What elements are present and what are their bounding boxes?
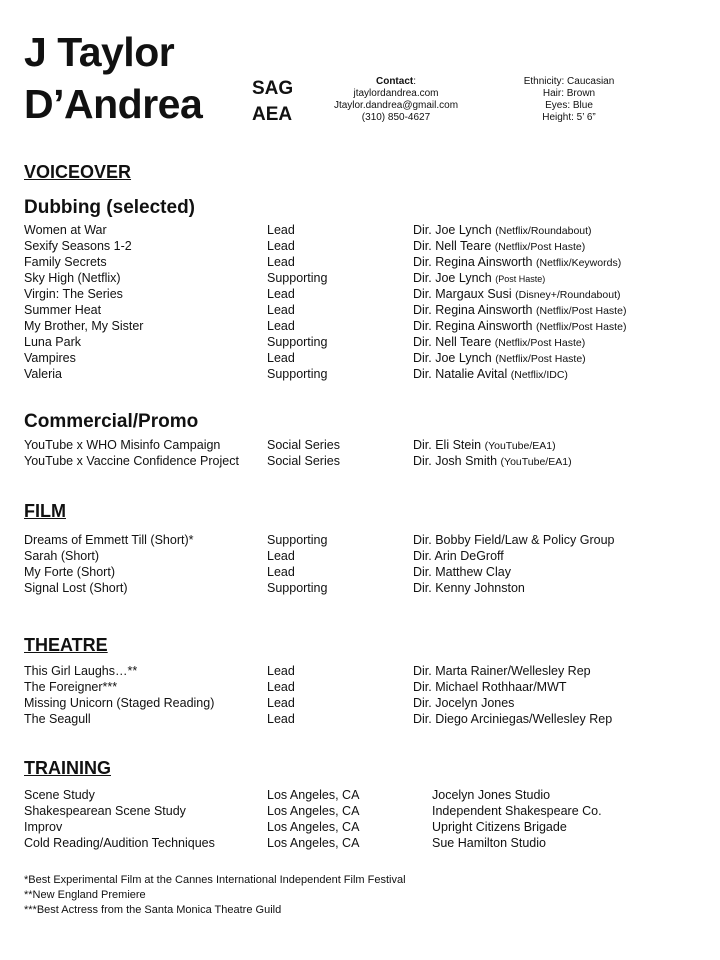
credit-director: Dir. Kenny Johnston (413, 581, 525, 595)
contact-label: Contact: (375, 76, 416, 87)
attr-ethnicity: Ethnicity: Caucasian (523, 76, 615, 87)
training-location: Los Angeles, CA (267, 836, 360, 850)
credit-role: Lead (267, 351, 295, 365)
table-row (24, 663, 704, 679)
training-course: Cold Reading/Audition Techniques (24, 836, 215, 850)
credit-role: Lead (267, 223, 295, 237)
training-course: Shakespearean Scene Study (24, 804, 186, 818)
credit-title: Vampires (24, 351, 76, 365)
credit-director: Dir. Michael Rothhaar/MWT (413, 680, 567, 694)
credit-role: Lead (267, 239, 295, 253)
credit-role: Lead (267, 565, 295, 579)
credit-title: Virgin: The Series (24, 287, 123, 301)
credit-director: Dir. Regina Ainsworth (Netflix/Keywords) (413, 255, 622, 269)
credit-title: My Forte (Short) (24, 565, 115, 579)
credit-title: Signal Lost (Short) (24, 581, 128, 595)
credit-title: My Brother, My Sister (24, 319, 144, 333)
name-line-1: J Taylor (24, 29, 175, 75)
table-row (24, 366, 704, 382)
table-row (24, 532, 704, 548)
table-row (24, 318, 704, 334)
training-heading: TRAINING (24, 758, 111, 778)
footnote: ***Best Actress from the Santa Monica Theatre Guild (24, 904, 282, 916)
contact-website[interactable]: jtaylordandrea.com (353, 88, 439, 99)
credit-director: Dir. Joe Lynch (Post Haste) (413, 271, 546, 285)
footnote: *Best Experimental Film at the Cannes International Independent Film Festival (24, 874, 406, 886)
training-school: Independent Shakespeare Co. (432, 804, 602, 818)
credit-director: Dir. Josh Smith (YouTube/EA1) (413, 454, 572, 468)
attr-eyes: Eyes: Blue (545, 100, 593, 111)
credit-role: Lead (267, 287, 295, 301)
name-line-2: D’Andrea (24, 81, 203, 127)
table-row (24, 286, 704, 302)
credit-title: Luna Park (24, 335, 81, 349)
credit-director: Dir. Eli Stein (YouTube/EA1) (413, 438, 556, 452)
table-row (24, 238, 704, 254)
table-row (24, 564, 704, 580)
credit-title: This Girl Laughs…** (24, 664, 138, 678)
table-row (24, 270, 704, 286)
credit-role: Lead (267, 319, 295, 333)
dubbing-heading: Dubbing (selected) (24, 197, 196, 218)
actor-name (24, 26, 202, 130)
table-row (24, 453, 704, 469)
credit-title: YouTube x WHO Misinfo Campaign (24, 438, 221, 452)
theatre-list (24, 663, 704, 727)
table-row (24, 302, 704, 318)
training-course: Scene Study (24, 788, 95, 802)
table-row (24, 835, 704, 851)
contact-email[interactable]: Jtaylor.dandrea@gmail.com (333, 100, 459, 111)
table-row (24, 548, 704, 564)
credit-director: Dir. Nell Teare (Netflix/Post Haste) (413, 239, 586, 253)
credit-role: Supporting (267, 367, 328, 381)
credit-director: Dir. Margaux Susi (Disney+/Roundabout) (413, 287, 621, 301)
table-row (24, 679, 704, 695)
credit-director: Dir. Arin DeGroff (413, 549, 504, 563)
credit-role: Supporting (267, 271, 328, 285)
credit-director: Dir. Joe Lynch (Netflix/Roundabout) (413, 223, 592, 237)
credit-director: Dir. Regina Ainsworth (Netflix/Post Haste) (413, 319, 627, 333)
contact-phone: (310) 850-4627 (361, 112, 431, 123)
table-row (24, 819, 704, 835)
credit-role: Social Series (267, 438, 340, 452)
credit-title: Sky High (Netflix) (24, 271, 121, 285)
credit-title: Sarah (Short) (24, 549, 100, 563)
training-list (24, 787, 704, 851)
table-row (24, 334, 704, 350)
credit-director: Dir. Marta Rainer/Wellesley Rep (413, 664, 591, 678)
attr-hair: Hair: Brown (542, 88, 596, 99)
table-row (24, 350, 704, 366)
film-heading: FILM (24, 501, 66, 521)
voiceover-heading: VOICEOVER (24, 162, 132, 182)
credit-role: Lead (267, 696, 295, 710)
training-location: Los Angeles, CA (267, 820, 360, 834)
credit-title: Family Secrets (24, 255, 107, 269)
credit-role: Supporting (267, 581, 328, 595)
table-row (24, 787, 704, 803)
training-school: Upright Citizens Brigade (432, 820, 567, 834)
commercial-heading: Commercial/Promo (24, 411, 199, 432)
credit-director: Dir. Regina Ainsworth (Netflix/Post Haste) (413, 303, 627, 317)
table-row (24, 695, 704, 711)
table-row (24, 222, 704, 238)
dubbing-list (24, 222, 704, 382)
credit-role: Supporting (267, 533, 328, 547)
footnote: **New England Premiere (24, 889, 146, 901)
credit-role: Lead (267, 680, 295, 694)
physical-attributes (500, 76, 638, 124)
contact-block (326, 76, 466, 124)
training-school: Sue Hamilton Studio (432, 836, 546, 850)
union-affiliations (252, 76, 293, 128)
credit-director: Dir. Joe Lynch (Netflix/Post Haste) (413, 351, 586, 365)
training-location: Los Angeles, CA (267, 788, 360, 802)
credit-title: The Seagull (24, 712, 91, 726)
table-row (24, 580, 704, 596)
credit-title: Missing Unicorn (Staged Reading) (24, 696, 215, 710)
credit-title: Dreams of Emmett Till (Short)* (24, 533, 194, 547)
commercial-list (24, 437, 704, 469)
footnotes (24, 873, 406, 918)
film-list (24, 532, 704, 596)
credit-role: Supporting (267, 335, 328, 349)
credit-role: Lead (267, 712, 295, 726)
credit-director: Dir. Natalie Avital (Netflix/IDC) (413, 367, 568, 381)
credit-role: Lead (267, 664, 295, 678)
theatre-heading: THEATRE (24, 635, 108, 655)
credit-director: Dir. Matthew Clay (413, 565, 511, 579)
attr-height: Height: 5’ 6” (542, 112, 596, 123)
credit-director: Dir. Nell Teare (Netflix/Post Haste) (413, 335, 586, 349)
training-course: Improv (24, 820, 63, 834)
training-school: Jocelyn Jones Studio (432, 788, 551, 802)
credit-title: The Foreigner*** (24, 680, 118, 694)
union-sag: SAG (252, 78, 294, 99)
table-row (24, 711, 704, 727)
table-row (24, 803, 704, 819)
credit-director: Dir. Jocelyn Jones (413, 696, 515, 710)
credit-title: Summer Heat (24, 303, 102, 317)
table-row (24, 437, 704, 453)
credit-role: Lead (267, 303, 295, 317)
credit-role: Lead (267, 549, 295, 563)
credit-title: Women at War (24, 223, 107, 237)
credit-role: Social Series (267, 454, 340, 468)
credit-director: Dir. Diego Arciniegas/Wellesley Rep (413, 712, 613, 726)
credit-title: Valeria (24, 367, 62, 381)
credit-title: YouTube x Vaccine Confidence Project (24, 454, 239, 468)
credit-director: Dir. Bobby Field/Law & Policy Group (413, 533, 615, 547)
credit-title: Sexify Seasons 1-2 (24, 239, 132, 253)
table-row (24, 254, 704, 270)
union-aea: AEA (252, 104, 293, 125)
credit-role: Lead (267, 255, 295, 269)
training-location: Los Angeles, CA (267, 804, 360, 818)
